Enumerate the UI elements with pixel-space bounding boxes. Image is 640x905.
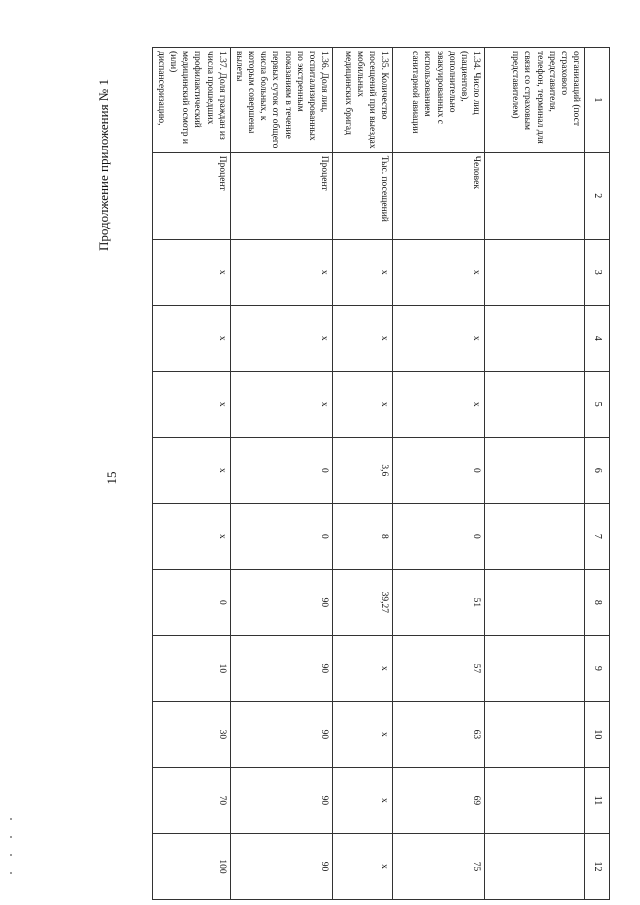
column-header: 10	[585, 701, 610, 767]
value-cell: 69	[393, 767, 485, 833]
value-cell: 0	[230, 503, 332, 569]
column-header: 8	[585, 569, 610, 635]
value-cell	[485, 371, 585, 437]
unit-cell: Процент	[230, 152, 332, 239]
column-header: 3	[585, 239, 610, 305]
unit-cell: Тыс. посещений	[333, 152, 393, 239]
value-cell: 0	[393, 503, 485, 569]
column-header: 11	[585, 767, 610, 833]
page-number: 15	[104, 471, 119, 485]
value-cell: 10	[152, 635, 230, 701]
value-cell: 70	[152, 767, 230, 833]
value-cell	[485, 305, 585, 371]
value-cell: 57	[393, 635, 485, 701]
value-cell	[485, 635, 585, 701]
value-cell: х	[152, 371, 230, 437]
value-cell: 90	[230, 767, 332, 833]
indicator-name: 1.37. Доля граждан из числа прошедших профилактический медицинский осмотр и (или) диспансеризацию,	[152, 48, 230, 153]
value-cell: х	[230, 371, 332, 437]
column-header: 9	[585, 635, 610, 701]
value-cell: х	[152, 305, 230, 371]
value-cell: 63	[393, 701, 485, 767]
value-cell: х	[333, 833, 393, 899]
table-row	[393, 48, 485, 900]
indicators-table	[152, 47, 610, 900]
value-cell: 0	[230, 437, 332, 503]
value-cell: 90	[230, 635, 332, 701]
value-cell: 39,27	[333, 569, 393, 635]
value-cell: х	[333, 305, 393, 371]
value-cell: х	[333, 767, 393, 833]
value-cell: х	[230, 305, 332, 371]
indicator-name: организаций (пост страхового представителя, телефон, терминал для связи со страховым представителем)	[485, 48, 585, 153]
value-cell	[485, 767, 585, 833]
value-cell: 8	[333, 503, 393, 569]
value-cell: х	[333, 371, 393, 437]
column-header: 6	[585, 437, 610, 503]
value-cell: 90	[230, 569, 332, 635]
value-cell	[485, 437, 585, 503]
value-cell	[485, 239, 585, 305]
value-cell: 30	[152, 701, 230, 767]
indicators-table-container	[155, 47, 610, 900]
value-cell: х	[152, 239, 230, 305]
unit-cell: Процент	[152, 152, 230, 239]
table-row	[485, 48, 585, 900]
column-header: 7	[585, 503, 610, 569]
table-row	[333, 48, 393, 900]
appendix-title: Продолжение приложения № 1	[96, 79, 111, 251]
value-cell: х	[152, 437, 230, 503]
value-cell: х	[333, 239, 393, 305]
value-cell: 90	[230, 833, 332, 899]
value-cell: 100	[152, 833, 230, 899]
scan-artifact	[10, 818, 12, 890]
value-cell: х	[393, 239, 485, 305]
column-header: 12	[585, 833, 610, 899]
value-cell	[485, 503, 585, 569]
value-cell: х	[393, 305, 485, 371]
value-cell: 90	[230, 701, 332, 767]
value-cell: х	[230, 239, 332, 305]
value-cell	[485, 701, 585, 767]
value-cell: 0	[152, 569, 230, 635]
table-row	[230, 48, 332, 900]
value-cell: 51	[393, 569, 485, 635]
value-cell: х	[152, 503, 230, 569]
value-cell	[485, 833, 585, 899]
unit-cell	[485, 152, 585, 239]
indicator-name: 1.36. Доля лиц, госпитализированных по экстренным показаниям в течение первых суток от общего числа больных, к которым совершены вылеты	[230, 48, 332, 153]
value-cell	[485, 569, 585, 635]
column-header: 5	[585, 371, 610, 437]
value-cell: х	[333, 701, 393, 767]
table-row	[152, 48, 230, 900]
column-header: 4	[585, 305, 610, 371]
column-header: 1	[585, 48, 610, 153]
value-cell: х	[393, 371, 485, 437]
indicator-name: 1.34. Число лиц (пациентов), дополнительно эвакуированных с использованием санитарной авиации	[393, 48, 485, 153]
column-header: 2	[585, 152, 610, 239]
indicator-name: 1.35. Количество посещений при выездах мобильных медицинских бригад	[333, 48, 393, 153]
value-cell: 0	[393, 437, 485, 503]
value-cell: 3,6	[333, 437, 393, 503]
unit-cell: Человек	[393, 152, 485, 239]
value-cell: х	[333, 635, 393, 701]
value-cell: 75	[393, 833, 485, 899]
header-row	[585, 48, 610, 900]
